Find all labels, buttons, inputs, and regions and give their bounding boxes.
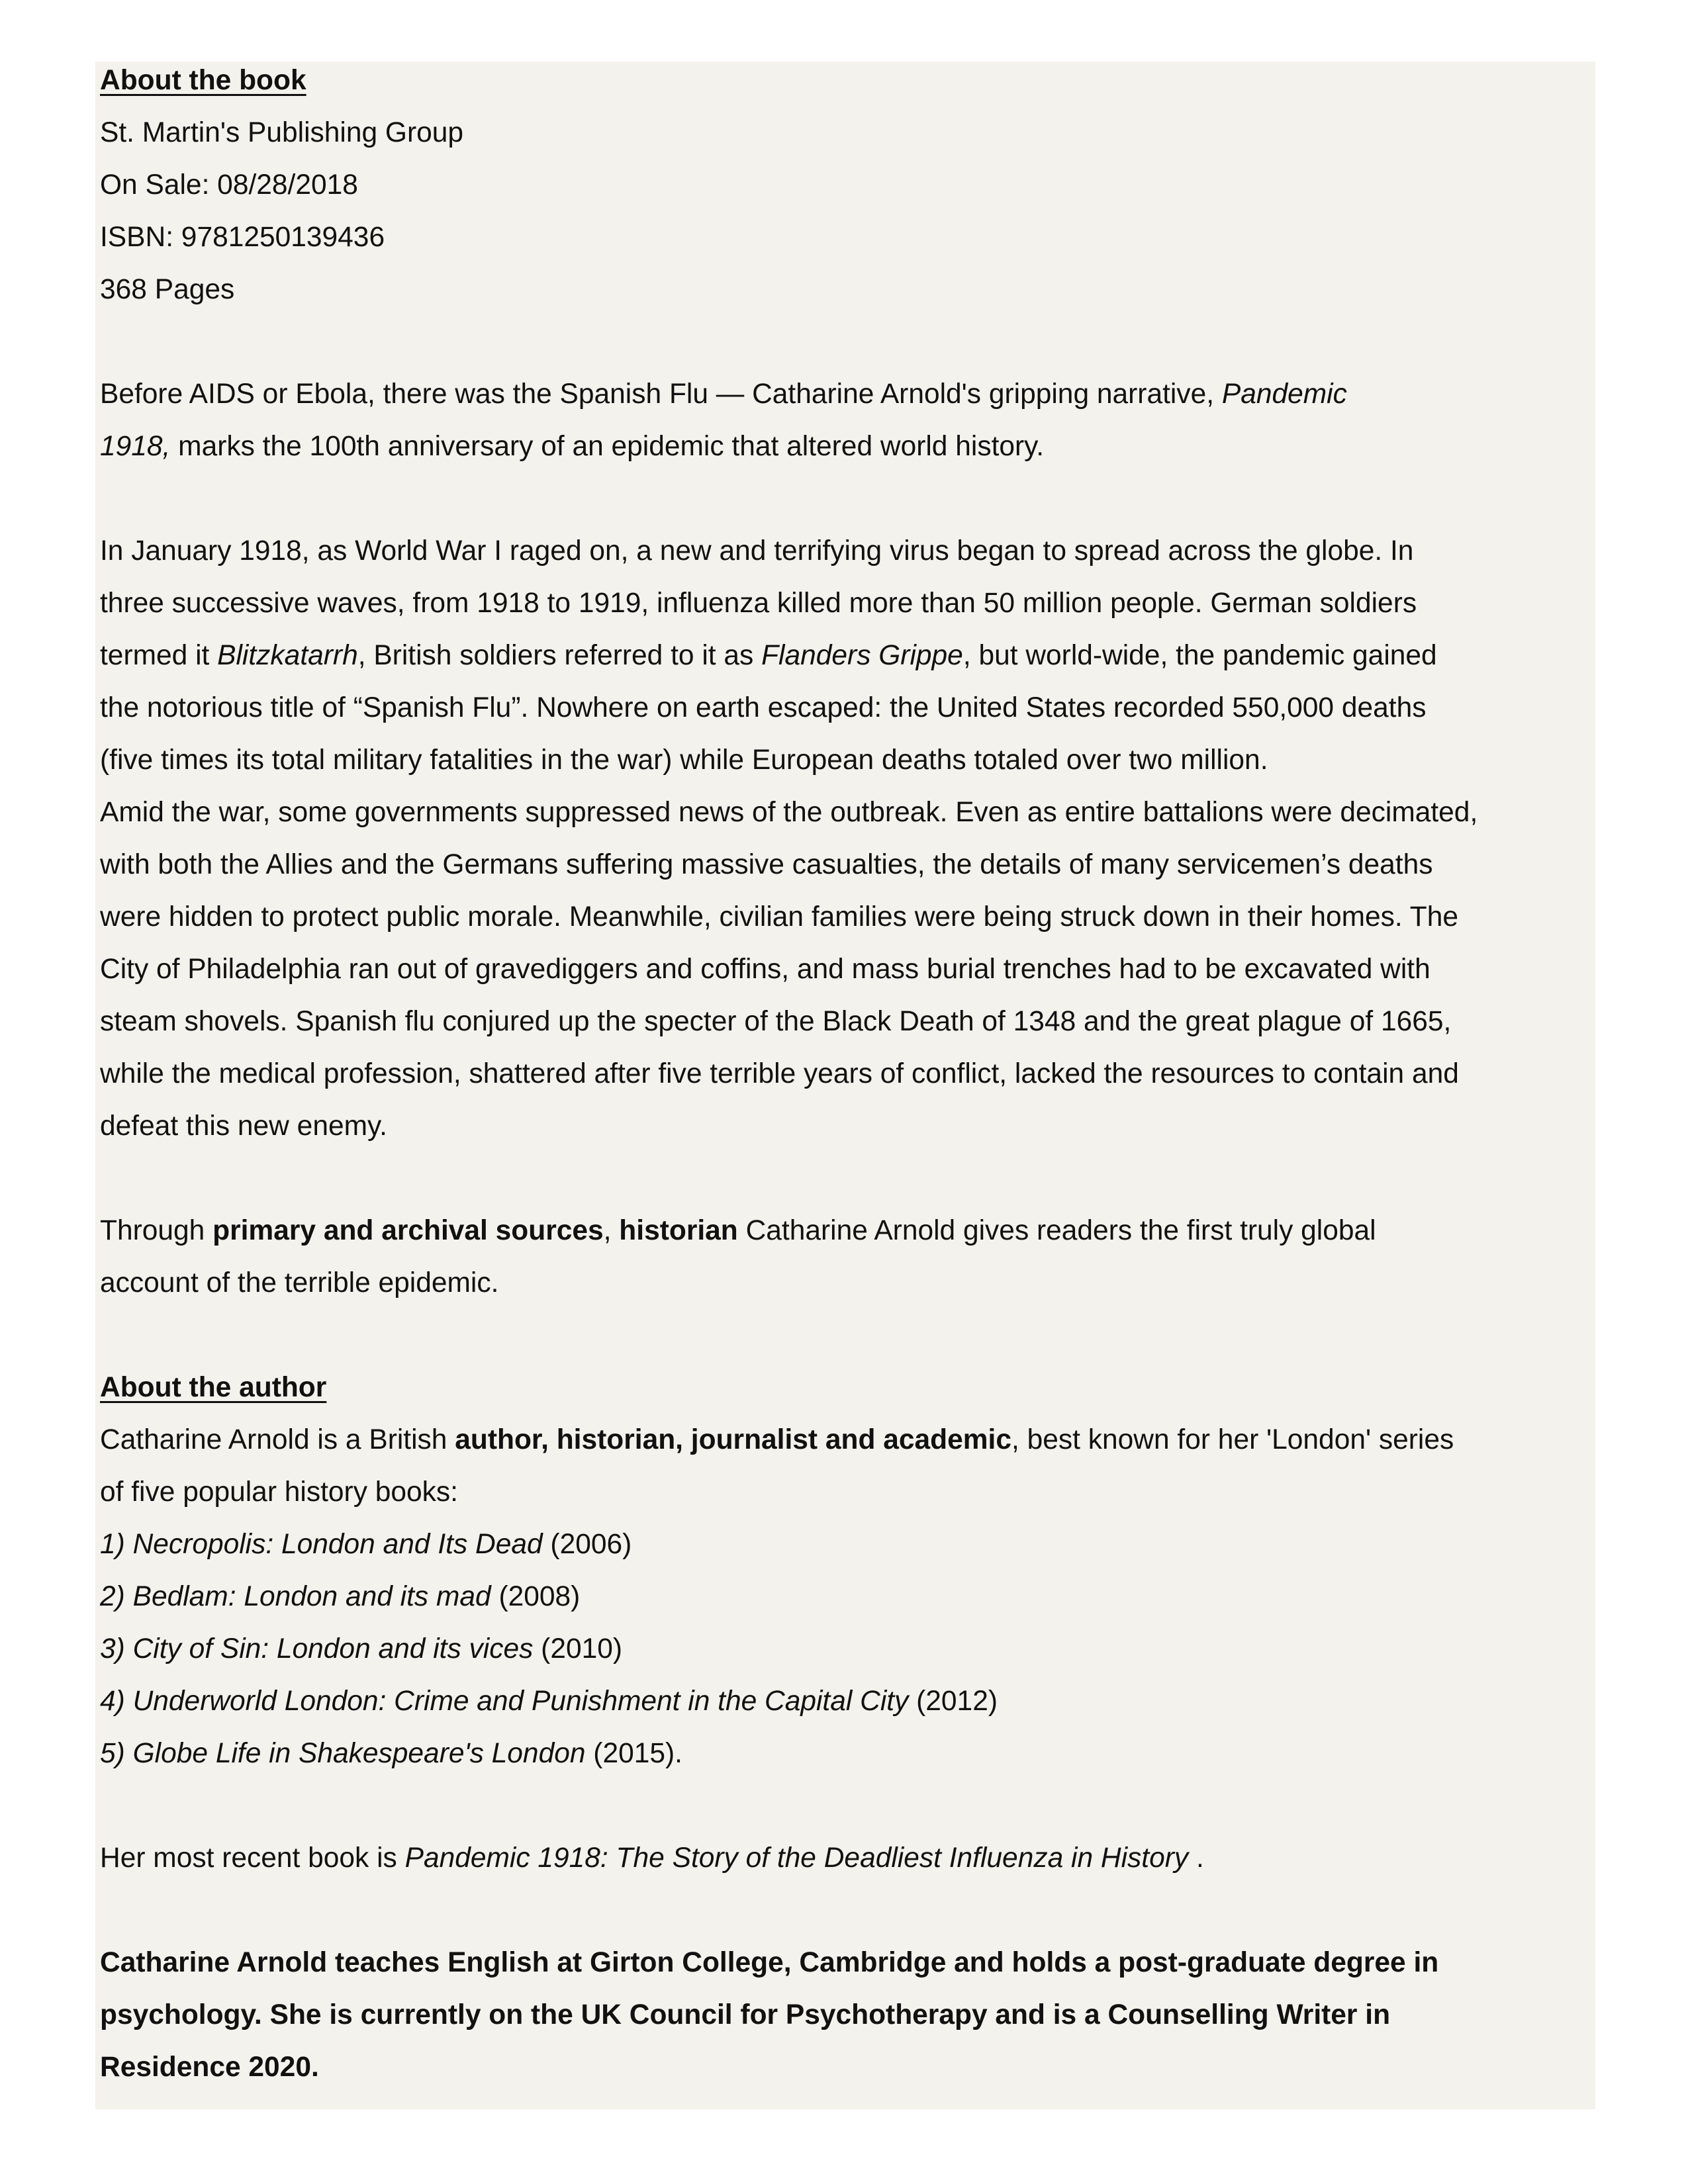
intro-text: marks the 100th anniversary of an epidemic that altered world history. (170, 431, 1045, 462)
body-text: , best known for her 'London' series (1011, 1424, 1454, 1455)
bio-line-3 (100, 2041, 1597, 2093)
body-line-2: three successive waves, from 1918 to 1919, influenza killed more than 50 million people. German soldiers (100, 588, 1417, 619)
document-content (100, 54, 1597, 2093)
body-line-4: the notorious title of “Spanish Flu”. Nowhere on earth escaped: the United States recorded 550,000 deaths (100, 692, 1427, 723)
body-line-9: City of Philadelphia ran out of gravediggers and coffins, and mass burial trenches had to be excavated with (100, 954, 1430, 985)
intro-line-1 (100, 368, 1597, 420)
author-line-2: of five popular history books: (100, 1477, 458, 1508)
book-year: (2010) (533, 1633, 623, 1664)
bio-line-1 (100, 1936, 1597, 1989)
body-text: , British soldiers referred to it as (357, 640, 762, 671)
spacer (100, 1884, 1597, 1936)
body-text: Her most recent book is (100, 1843, 405, 1874)
bold-phrase: historian (619, 1215, 738, 1246)
about-author-heading: About the author (100, 1372, 327, 1403)
term-flanders-grippe: Flanders Grippe (761, 640, 963, 671)
body-line-1: In January 1918, as World War I raged on, a new and terrifying virus began to spread across the globe. In (100, 535, 1414, 567)
book-year: (2006) (542, 1529, 632, 1560)
author-line-1 (100, 1414, 1597, 1466)
recent-book-title: Pandemic 1918: The Story of the Deadliest Influenza in History (404, 1843, 1189, 1874)
spacer (100, 1780, 1597, 1832)
isbn: ISBN: 9781250139436 (100, 222, 385, 253)
book-list-item (100, 1623, 1597, 1675)
bio-text: Catharine Arnold teaches English at Girton College, Cambridge and holds a post-graduate degree in (100, 1947, 1439, 1978)
body-line-8: were hidden to protect public morale. Meanwhile, civilian families were being struck down in their homes. The (100, 901, 1459, 933)
about-book-heading: About the book (100, 65, 306, 96)
spacer (100, 1152, 1597, 1205)
body-text: . (1188, 1843, 1204, 1874)
body-text: Catharine Arnold gives readers the first truly global (737, 1215, 1376, 1246)
intro-line-2 (100, 420, 1597, 473)
page-count: 368 Pages (100, 274, 235, 305)
book-title-italic: 1918, (100, 431, 171, 462)
publisher: St. Martin's Publishing Group (100, 117, 464, 148)
body-line-6: Amid the war, some governments suppressed news of the outbreak. Even as entire battalions were decimated, (100, 797, 1478, 828)
term-blitzkatarrh: Blitzkatarrh (217, 640, 358, 671)
body-text: termed it (100, 640, 218, 671)
recent-book-line (100, 1832, 1597, 1884)
spacer (100, 473, 1597, 525)
body-line-7: with both the Allies and the Germans suffering massive casualties, the details of many servicemen’s deaths (100, 849, 1433, 880)
body-line-5: (five times its total military fatalities in the war) while European deaths totaled over two million. (100, 745, 1268, 776)
book-list-item (100, 1727, 1597, 1780)
bio-line-2 (100, 1989, 1597, 2041)
body-text: Through (100, 1215, 213, 1246)
book-title: 2) Bedlam: London and its mad (100, 1581, 491, 1612)
spacer (100, 316, 1597, 368)
sources-line-2: account of the terrible epidemic. (100, 1267, 499, 1298)
body-line-10: steam shovels. Spanish flu conjured up the specter of the Black Death of 1348 and the great plague of 1665, (100, 1006, 1452, 1037)
sources-line-1 (100, 1205, 1597, 1257)
book-title-italic: Pandemic (1221, 379, 1347, 410)
book-list-item (100, 1675, 1597, 1727)
spacer (100, 1309, 1597, 1361)
bio-text: Residence 2020. (100, 2052, 319, 2083)
on-sale-date: On Sale: 08/28/2018 (100, 169, 358, 201)
book-title: 4) Underworld London: Crime and Punishment in the Capital City (100, 1686, 909, 1717)
book-title: 3) City of Sin: London and its vices (100, 1633, 534, 1664)
book-year: (2008) (491, 1581, 581, 1612)
book-list-item (100, 1518, 1597, 1570)
book-year: (2015). (585, 1738, 682, 1769)
body-line-11: while the medical profession, shattered after five terrible years of conflict, lacked the resources to contain and (100, 1058, 1459, 1089)
bold-phrase: author, historian, journalist and academic (455, 1424, 1011, 1455)
body-line-3 (100, 629, 1597, 682)
book-year: (2012) (908, 1686, 998, 1717)
body-line-12: defeat this new enemy. (100, 1111, 387, 1142)
bold-phrase: primary and archival sources (212, 1215, 604, 1246)
body-text: , but world-wide, the pandemic gained (962, 640, 1437, 671)
book-title: 1) Necropolis: London and Its Dead (100, 1529, 543, 1560)
book-title: 5) Globe Life in Shakespeare's London (100, 1738, 586, 1769)
body-text: Catharine Arnold is a British (100, 1424, 455, 1455)
book-list-item (100, 1570, 1597, 1623)
bio-text: psychology. She is currently on the UK Council for Psychotherapy and is a Counselling Writer in (100, 1999, 1391, 2030)
body-text: , (603, 1215, 620, 1246)
intro-text: Before AIDS or Ebola, there was the Spanish Flu — Catharine Arnold's gripping narrative, (100, 379, 1222, 410)
